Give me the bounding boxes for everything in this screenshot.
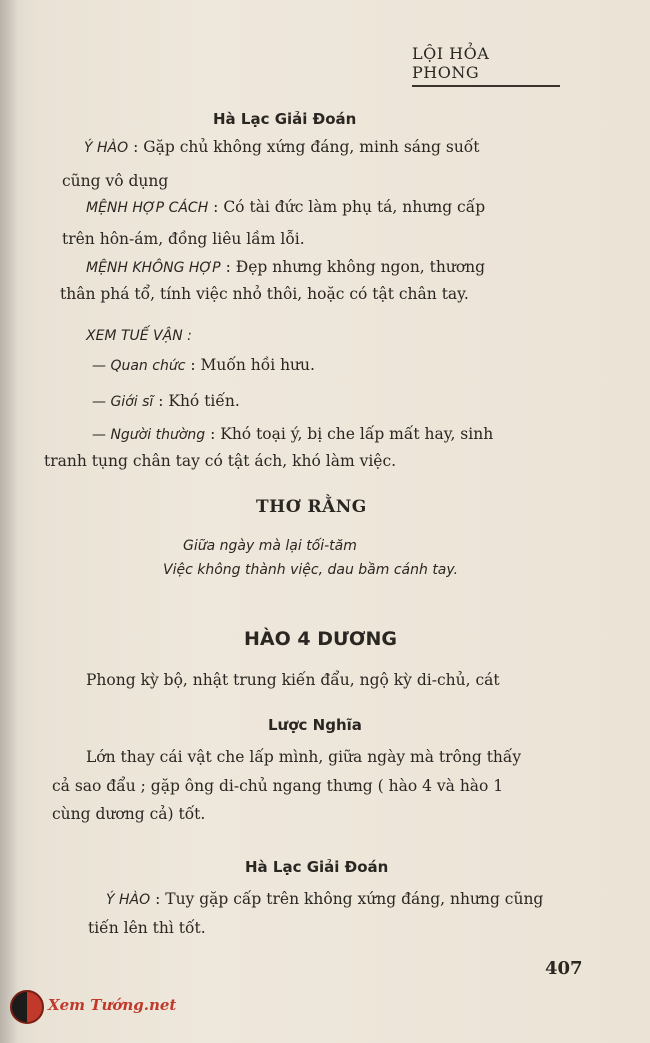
menh-hop-text: : Có tài đức làm phụ tá, nhưng cấp — [213, 198, 486, 216]
watermark-text: Xem Tướng.net — [48, 996, 177, 1014]
y-hao-2-line-1 — [106, 890, 543, 908]
y-hao-text: : Gặp chủ không xứng đáng, minh sáng suốt — [133, 138, 480, 156]
running-header: LỘI HỎA PHONG — [412, 44, 560, 87]
y-hao-line-1 — [84, 138, 480, 156]
luoc-nghia-title: Lược Nghĩa — [268, 716, 362, 734]
y-hao-line-2: cũng vô dụng — [62, 172, 169, 190]
hao-4-duong-title: HÀO 4 DƯƠNG — [244, 628, 397, 650]
poem-line-2: Việc không thành việc, dau bầm cánh tay. — [163, 562, 459, 578]
luoc-nghia-line-1: Lớn thay cái vật che lấp mình, giữa ngày mà trông thấy — [86, 748, 522, 766]
watermark-logo — [10, 990, 180, 1024]
y-hao-2-label: Ý HÀO — [106, 892, 151, 908]
section-title: Hà Lạc Giải Đoán — [213, 110, 357, 128]
page-number: 407 — [545, 958, 583, 979]
y-hao-label: Ý HÀO — [84, 140, 129, 156]
poem-title: THƠ RẰNG — [256, 497, 367, 517]
quan-chuc-line — [92, 356, 315, 374]
menh-hop-line-2: trên hôn-ám, đồng liêu lầm lỗi. — [62, 230, 305, 248]
menh-khong-line-2: thân phá tổ, tính việc nhỏ thôi, hoặc có tật chân tay. — [60, 285, 469, 303]
quan-chuc-label: — Quan chức — [92, 358, 186, 374]
section-title-2: Hà Lạc Giải Đoán — [245, 858, 389, 876]
menh-khong-text: : Đẹp nhưng không ngon, thương — [225, 258, 486, 276]
nguoi-thuong-line-2: tranh tụng chân tay có tật ách, khó làm việc. — [44, 452, 397, 470]
binding-shadow — [0, 0, 18, 1043]
poem-line-1: Giữa ngày mà lại tối-tăm — [183, 538, 357, 554]
menh-hop-line-1 — [86, 198, 485, 216]
menh-khong-label: MỆNH KHÔNG HỢP — [86, 260, 221, 276]
menh-hop-label: MỆNH HỢP CÁCH — [86, 200, 209, 216]
menh-khong-line-1 — [86, 258, 485, 276]
gioi-si-label: — Giới sĩ — [92, 394, 154, 410]
quan-chuc-text: : Muốn hồi hưu. — [190, 356, 315, 374]
luoc-nghia-line-3: cùng dương cả) tốt. — [52, 805, 206, 823]
hao-4-text: Phong kỳ bộ, nhật trung kiến đẩu, ngộ kỳ di-chủ, cát — [86, 671, 500, 689]
luoc-nghia-line-2: cả sao đẩu ; gặp ông di-chủ ngang thưng ( hào 4 và hào 1 — [52, 777, 504, 795]
gioi-si-text: : Khó tiến. — [158, 392, 240, 410]
nguoi-thuong-text: : Khó toại ý, bị che lấp mất hay, sinh — [210, 425, 494, 443]
nguoi-thuong-line-1 — [92, 425, 493, 443]
yin-yang-icon — [10, 990, 44, 1024]
y-hao-2-text: : Tuy gặp cấp trên không xứng đáng, nhưng cũng — [155, 890, 544, 908]
xem-tue-van: XEM TUẾ VẬN : — [86, 328, 192, 344]
y-hao-2-line-2: tiến lên thì tốt. — [88, 919, 206, 937]
gioi-si-line — [92, 392, 240, 410]
nguoi-thuong-label: — Người thường — [92, 427, 206, 443]
